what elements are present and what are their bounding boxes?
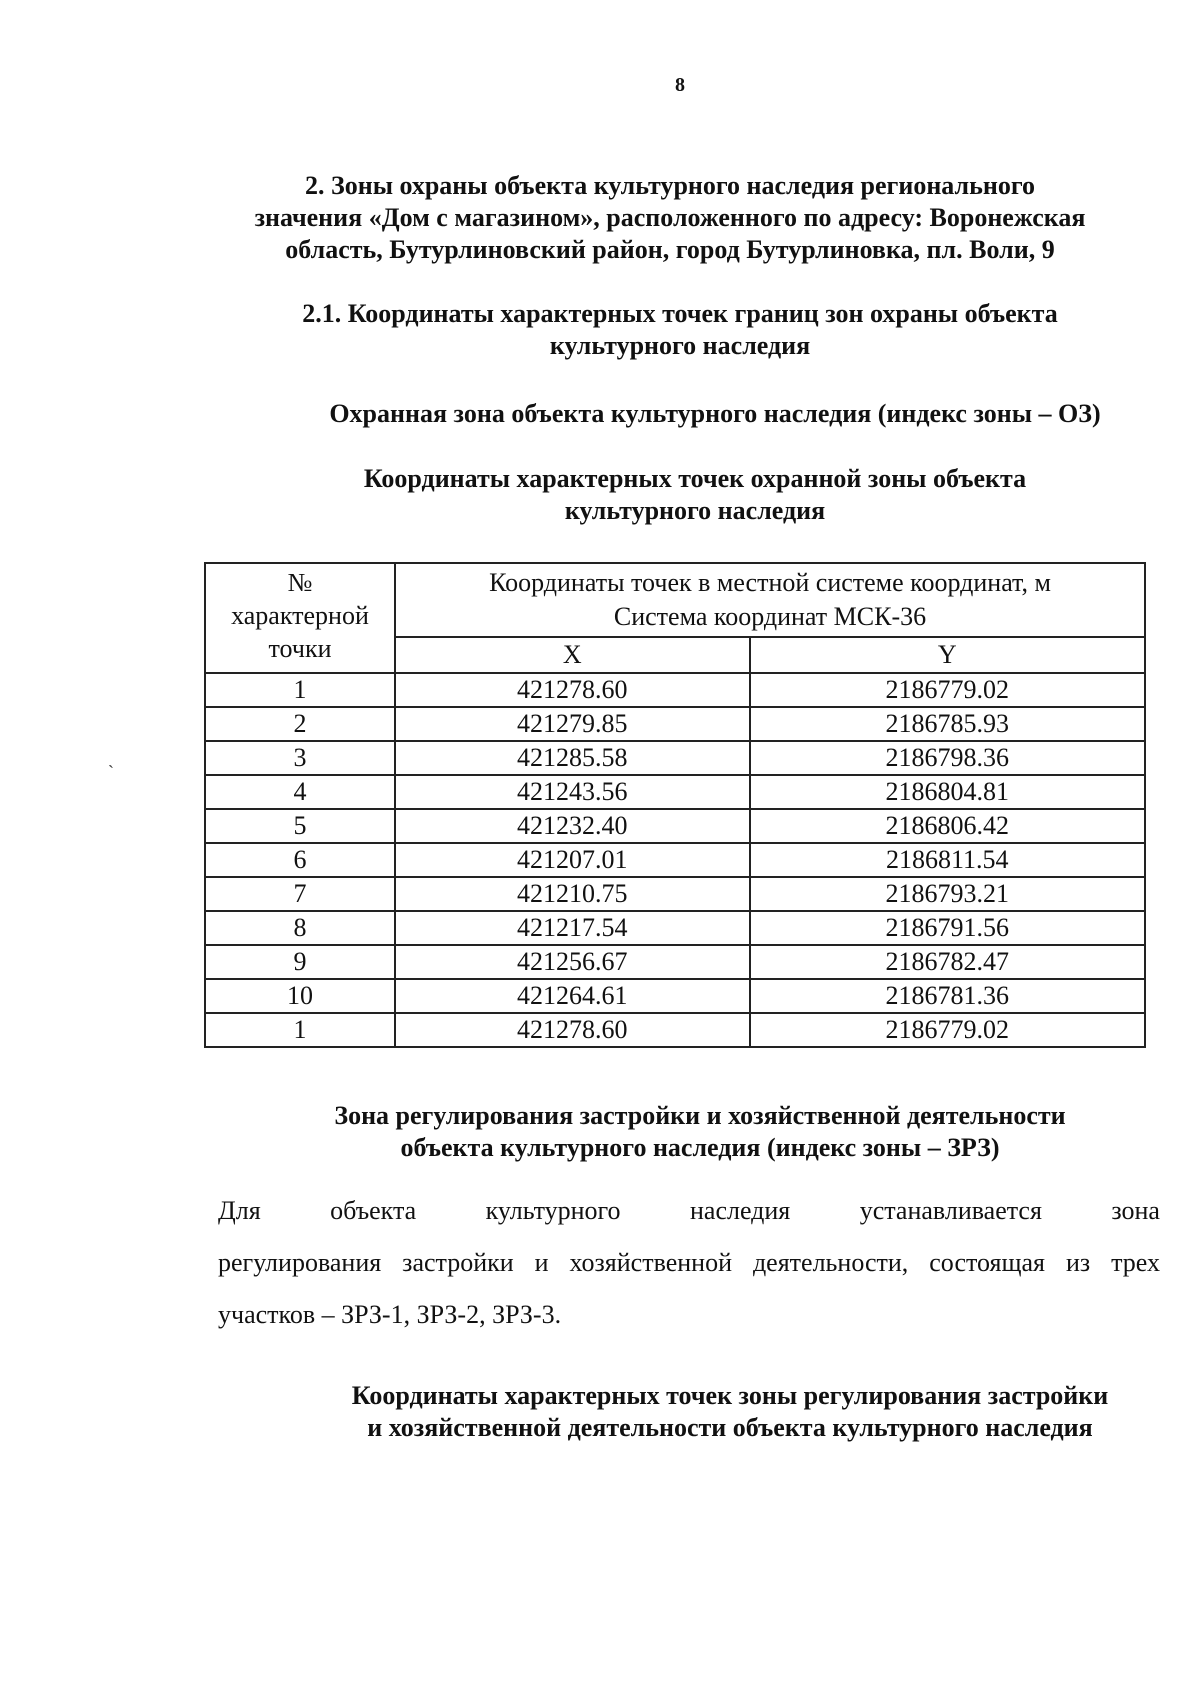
section-heading-line: значения «Дом с магазином», расположенного по адресу: Воронежская [254, 203, 1086, 232]
cell-y: 2186779.02 [750, 673, 1146, 707]
table-row [205, 911, 1145, 945]
cell-y: 2186782.47 [750, 945, 1146, 979]
cell-x: 421217.54 [395, 911, 750, 945]
regulation-zone-heading-line: Зона регулирования застройки и хозяйственной деятельности [334, 1101, 1066, 1130]
regulation-zone-heading [270, 1100, 1130, 1164]
section-heading [200, 170, 1140, 266]
protection-zone-heading: Охранная зона объекта культурного наследия (индекс зоны – ОЗ) [329, 399, 1101, 428]
page-number: 8 [675, 74, 685, 96]
cell-y: 2186793.21 [750, 877, 1146, 911]
paragraph-word: культурного [485, 1196, 621, 1225]
header-x: X [395, 637, 750, 673]
cell-x: 421264.61 [395, 979, 750, 1013]
paragraph-line-3: участков – ЗРЗ-1, ЗРЗ-2, ЗРЗ-3. [218, 1300, 562, 1329]
section-heading-line: область, Бутурлиновский район, город Бутурлиновка, пл. Воли, 9 [285, 235, 1055, 264]
header-coordinate-system-line: Система координат МСК-36 [613, 602, 927, 631]
cell-x: 421256.67 [395, 945, 750, 979]
regulation-zone-table-title [280, 1380, 1180, 1444]
scan-artifact: ˏ [108, 748, 114, 768]
table-row [205, 775, 1145, 809]
table-row [205, 809, 1145, 843]
cell-point-number: 5 [205, 809, 395, 843]
subsection-heading [280, 298, 1080, 362]
cell-point-number: 2 [205, 707, 395, 741]
header-coordinate-system [395, 563, 1145, 637]
cell-y: 2186791.56 [750, 911, 1146, 945]
cell-point-number: 1 [205, 673, 395, 707]
table-title-line: Координаты характерных точек охранной зоны объекта [363, 464, 1027, 493]
cell-y: 2186804.81 [750, 775, 1146, 809]
table-body [205, 673, 1145, 1047]
coordinates-table [204, 562, 1146, 1048]
table-row [205, 707, 1145, 741]
header-point-number-line: характерной [231, 601, 369, 630]
subsection-heading-line: культурного наследия [549, 331, 811, 360]
paragraph-word: устанавливается [859, 1196, 1042, 1225]
cell-point-number: 6 [205, 843, 395, 877]
cell-point-number: 8 [205, 911, 395, 945]
header-point-number-line: точки [268, 634, 332, 663]
cell-x: 421279.85 [395, 707, 750, 741]
cell-x: 421232.40 [395, 809, 750, 843]
cell-y: 2186781.36 [750, 979, 1146, 1013]
header-point-number [205, 563, 395, 673]
cell-x: 421278.60 [395, 673, 750, 707]
header-coordinate-system-line: Координаты точек в местной системе координат, м [489, 568, 1051, 597]
table-header-row [205, 563, 1145, 637]
regulation-table-title-line: Координаты характерных точек зоны регулирования застройки [351, 1381, 1109, 1410]
cell-y: 2186811.54 [750, 843, 1146, 877]
regulation-zone-heading-line: объекта культурного наследия (индекс зоны – ЗРЗ) [400, 1133, 1000, 1162]
paragraph-word: наследия [689, 1196, 791, 1225]
cell-point-number: 9 [205, 945, 395, 979]
cell-x: 421207.01 [395, 843, 750, 877]
cell-point-number: 10 [205, 979, 395, 1013]
cell-point-number: 4 [205, 775, 395, 809]
cell-y: 2186806.42 [750, 809, 1146, 843]
paragraph-word: зона [1111, 1196, 1160, 1225]
paragraph-line-2: регулирования застройки и хозяйственной деятельности, состоящая из трех [218, 1248, 1160, 1277]
cell-y: 2186785.93 [750, 707, 1146, 741]
cell-x: 421243.56 [395, 775, 750, 809]
section-heading-line: 2. Зоны охраны объекта культурного наследия регионального [304, 171, 1036, 200]
cell-y: 2186798.36 [750, 741, 1146, 775]
table-title-line: культурного наследия [564, 496, 826, 525]
cell-y: 2186779.02 [750, 1013, 1146, 1047]
paragraph-line-1 [218, 1185, 1160, 1237]
table-row [205, 1013, 1145, 1047]
cell-x: 421278.60 [395, 1013, 750, 1047]
cell-point-number: 3 [205, 741, 395, 775]
paragraph-word: объекта [330, 1196, 417, 1225]
table-row [205, 673, 1145, 707]
header-point-number-line: № [287, 568, 313, 597]
cell-point-number: 1 [205, 1013, 395, 1047]
table-row [205, 843, 1145, 877]
paragraph-word: Для [218, 1196, 261, 1225]
cell-point-number: 7 [205, 877, 395, 911]
cell-x: 421285.58 [395, 741, 750, 775]
table-row [205, 877, 1145, 911]
subsection-heading-line: 2.1. Координаты характерных точек границ зон охраны объекта [302, 299, 1058, 328]
header-y: Y [750, 637, 1146, 673]
table-row [205, 979, 1145, 1013]
regulation-table-title-line: и хозяйственной деятельности объекта культурного наследия [367, 1413, 1093, 1442]
table-row [205, 945, 1145, 979]
cell-x: 421210.75 [395, 877, 750, 911]
table-row [205, 741, 1145, 775]
protection-zone-table-title [300, 463, 1090, 527]
